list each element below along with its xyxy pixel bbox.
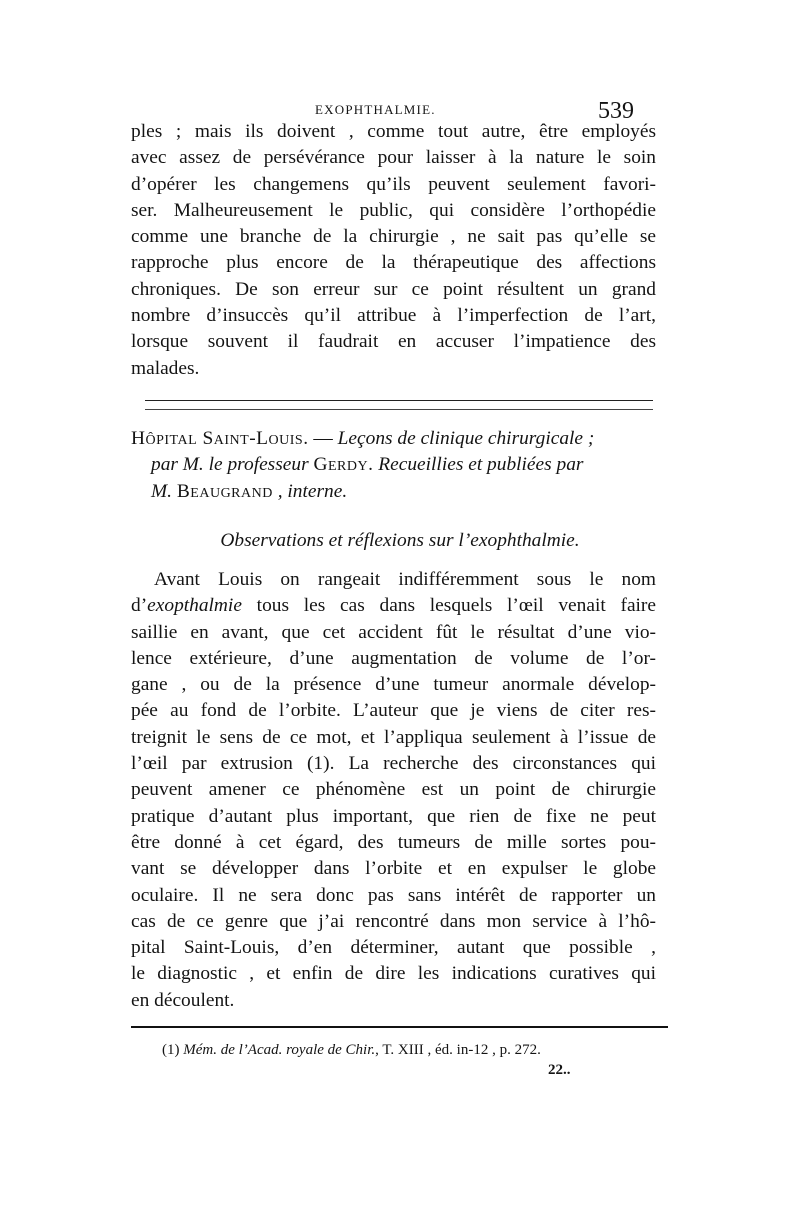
- text-line: cas de ce genre que j’ai rencontré dans mon service à l’hô-: [131, 910, 656, 932]
- running-title: EXOPHTHALMIE.: [315, 102, 436, 117]
- text-line: le diagnostic , et enfin de dire les indications curatives qui: [131, 963, 656, 985]
- text-line: comme une branche de la chirurgie , ne sait pas qu’elle se: [131, 226, 656, 248]
- heading-dash: —: [308, 428, 338, 449]
- text-line: [131, 593, 656, 619]
- collection-note: Recueillies et publiées par: [373, 454, 584, 476]
- text-line: pée au fond de l’orbite. L’auteur que je viens de citer res-: [131, 700, 656, 722]
- professor-name: Gerdy.: [313, 454, 374, 476]
- text-fragment: tous les cas dans lesquels l’œil venait faire: [241, 595, 656, 617]
- text-line: gane , ou de la présence d’une tumeur anormale dévelop-: [131, 674, 656, 696]
- text-line: lorsque souvent il faudrait en accuser l’impatience des: [131, 331, 656, 353]
- page-number: 539: [598, 98, 634, 124]
- text-line: pratique d’autant plus important, que rien de fixe ne peut: [131, 805, 656, 827]
- text-line: chroniques. De son erreur sur ce point résultent un grand: [131, 278, 656, 300]
- editor-role: , interne.: [272, 480, 348, 502]
- footnote-source: Mém. de l’Acad. royale de Chir.: [183, 1042, 376, 1058]
- text-line: avec assez de persévérance pour laisser à la nature le soin: [131, 147, 656, 169]
- text-line: lence extérieure, d’une augmentation de volume de l’or-: [131, 647, 656, 669]
- footnote: [162, 1042, 541, 1059]
- text-line: l’œil par extrusion (1). La recherche des circonstances qui: [131, 753, 656, 775]
- text-line: oculaire. Il ne sera donc pas sans intérêt de rapporter un: [131, 884, 656, 906]
- section-title: Observations et réflexions sur l’exophthalmie.: [220, 530, 580, 551]
- heading-line: [131, 479, 658, 505]
- text-line: ser. Malheureusement le public, qui considère l’orthopédie: [131, 199, 656, 221]
- footnote-marker: (1): [162, 1042, 184, 1058]
- editor-prefix: M.: [151, 480, 177, 502]
- footnote-rule: [131, 1026, 668, 1028]
- author-prefix: par M. le professeur: [151, 454, 314, 476]
- footnote-details: , T. XIII , éd. in-12 , p. 272.: [375, 1042, 541, 1058]
- heading-line: [131, 426, 658, 452]
- text-line: en découlent.: [131, 989, 235, 1011]
- hospital-name: Hôpital Saint-Louis.: [131, 428, 309, 449]
- text-line: malades.: [131, 357, 200, 379]
- text-fragment: d’: [131, 595, 148, 617]
- term-exophthalmie: exopthalmie: [147, 595, 242, 617]
- section-divider: [145, 400, 653, 410]
- heading-line: [131, 452, 658, 478]
- text-line: treignit le sens de ce mot, et l’appliqua seulement à l’issue de: [131, 726, 656, 748]
- text-line: saillie en avant, que cet accident fût le résultat d’une vio-: [131, 621, 656, 643]
- text-line: vant se développer dans l’orbite et en expulser le globe: [131, 858, 656, 880]
- signature-mark: 22..: [548, 1062, 571, 1078]
- article-heading: [131, 426, 658, 505]
- text-line: pital Saint-Louis, d’en déterminer, autant que possible ,: [131, 937, 656, 959]
- body-paragraph: [131, 567, 656, 1014]
- text-line: ples ; mais ils doivent , comme tout autre, être employés: [131, 121, 656, 142]
- text-line: d’opérer les changemens qu’ils peuvent seulement favori-: [131, 173, 656, 195]
- lecture-title: Leçons de clinique chirurgicale ;: [337, 428, 595, 449]
- text-line: rapproche plus encore de la thérapeutique des affections: [131, 252, 656, 274]
- editor-name: Beaugrand: [176, 480, 273, 502]
- text-line: peuvent amener ce phénomène est un point de chirurgie: [131, 779, 656, 801]
- text-line: nombre d’insuccès qu’il attribue à l’imperfection de l’art,: [131, 305, 656, 327]
- text-line: être donné à cet égard, des tumeurs de mille sortes pou-: [131, 831, 656, 853]
- intro-paragraph: [131, 119, 656, 382]
- text-line: Avant Louis on rangeait indifféremment sous le nom: [154, 569, 656, 590]
